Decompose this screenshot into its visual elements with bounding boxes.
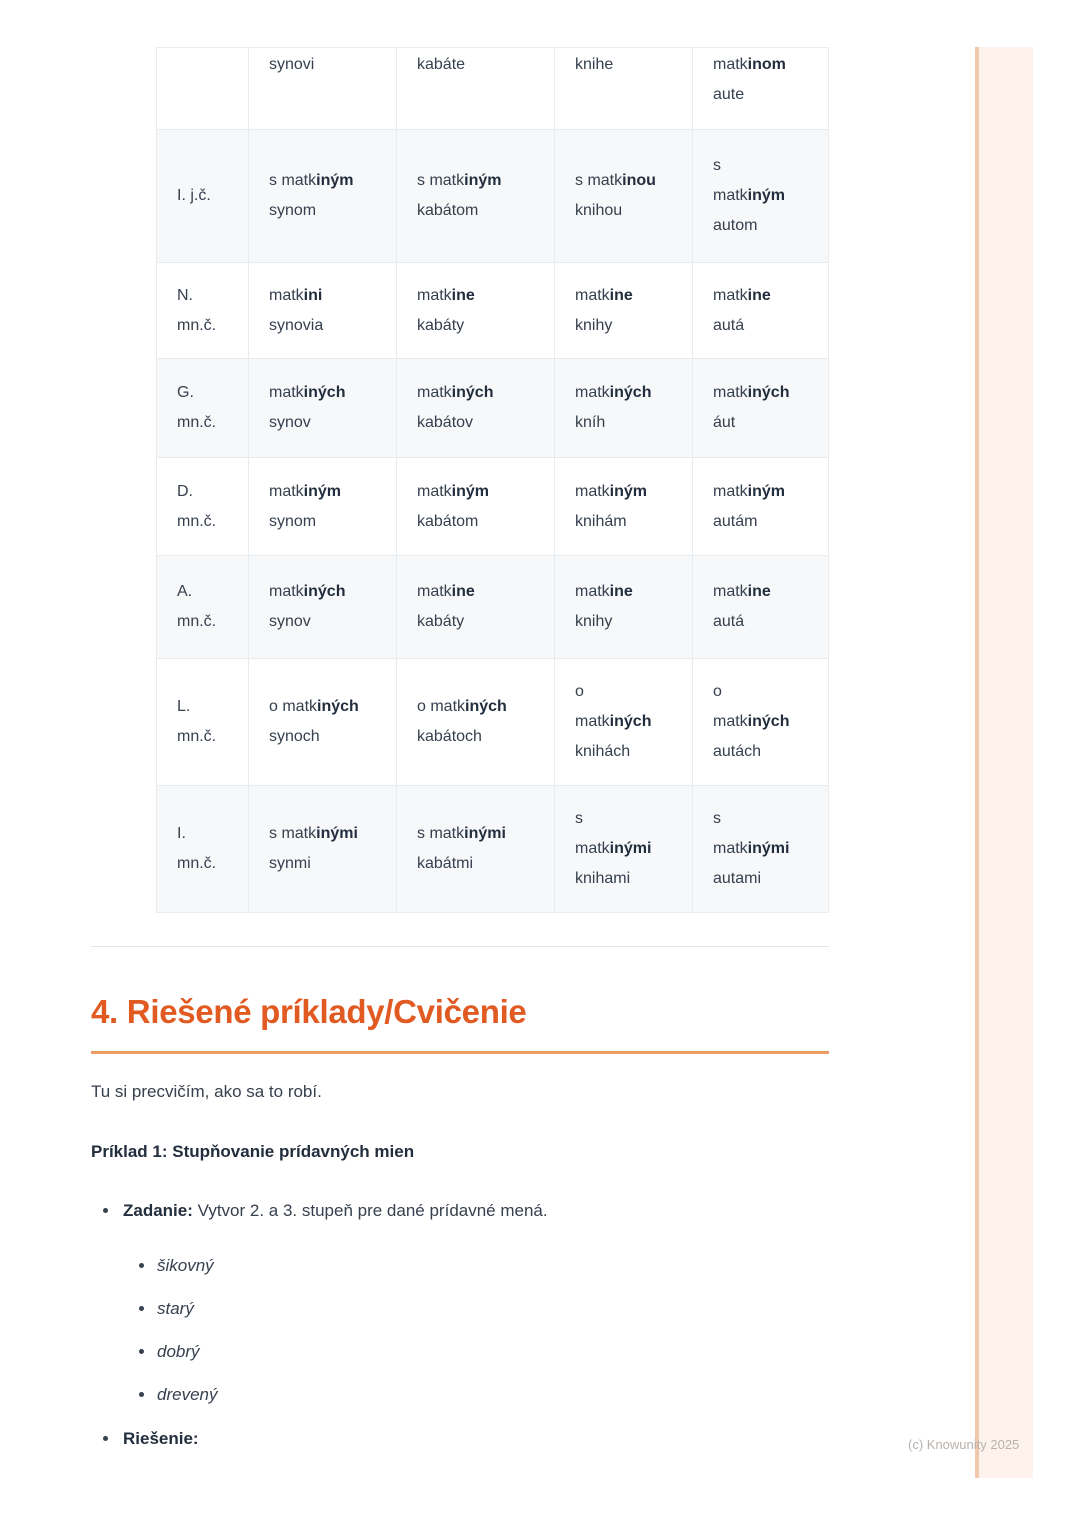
table-row <box>157 556 829 659</box>
declension-cell: matkiných synov <box>249 359 397 458</box>
page-content <box>91 47 829 1452</box>
solution-item <box>91 1426 829 1452</box>
declension-cell: s matkiným kabátom <box>397 130 555 263</box>
declension-cell: matkine kabáty <box>397 263 555 359</box>
declension-cell: s matkinými knihami <box>555 786 693 913</box>
case-label <box>157 48 249 130</box>
adjective-item: dobrý <box>123 1340 829 1364</box>
case-label: N. mn.č. <box>157 263 249 359</box>
table-row <box>157 659 829 786</box>
exercise-list <box>91 1198 829 1452</box>
declension-cell: matkini synovia <box>249 263 397 359</box>
adjective-item: starý <box>123 1297 829 1321</box>
task-text: Vytvor 2. a 3. stupeň pre dané prídavné mená. <box>192 1201 548 1220</box>
table-row <box>157 263 829 359</box>
declension-table-body <box>157 48 829 913</box>
declension-cell: matkine autá <box>693 556 829 659</box>
table-row <box>157 359 829 458</box>
example-title: Príklad 1: Stupňovanie prídavných mien <box>91 1142 415 1161</box>
declension-cell: matkine autá <box>693 263 829 359</box>
case-label: D. mn.č. <box>157 458 249 556</box>
page-margin-strip <box>975 47 1033 1478</box>
adjective-item: drevený <box>123 1383 829 1407</box>
table-row <box>157 48 829 130</box>
section-heading: 4. Riešené príklady/Cvičenie <box>91 991 829 1054</box>
case-label: A. mn.č. <box>157 556 249 659</box>
table-row <box>157 130 829 263</box>
declension-cell: matkiným kabátom <box>397 458 555 556</box>
declension-cell: matkiných áut <box>693 359 829 458</box>
declension-cell: o matkiných knihách <box>555 659 693 786</box>
declension-cell: s matkinými kabátmi <box>397 786 555 913</box>
declension-cell: o matkiných kabátoch <box>397 659 555 786</box>
declension-cell: s matkinou knihou <box>555 130 693 263</box>
declension-cell: matkiným synom <box>249 458 397 556</box>
table-row <box>157 458 829 556</box>
declension-cell: knihe <box>555 48 693 130</box>
table-row <box>157 786 829 913</box>
declension-cell: matkine knihy <box>555 556 693 659</box>
solution-label: Riešenie: <box>123 1429 199 1448</box>
declension-cell: matkine kabáty <box>397 556 555 659</box>
declension-cell: s matkiným synom <box>249 130 397 263</box>
declension-cell: s matkinými autami <box>693 786 829 913</box>
case-label: I. j.č. <box>157 130 249 263</box>
declension-cell: s matkiným autom <box>693 130 829 263</box>
section-divider <box>91 946 829 947</box>
section-intro: Tu si precvičím, ako sa to robí. <box>91 1082 322 1101</box>
declension-cell: matkiných synov <box>249 556 397 659</box>
declension-cell: synovi <box>249 48 397 130</box>
declension-table <box>156 47 829 913</box>
declension-cell: kabáte <box>397 48 555 130</box>
declension-cell: o matkiných autách <box>693 659 829 786</box>
adjective-list <box>123 1254 829 1407</box>
declension-cell: matkiných kníh <box>555 359 693 458</box>
declension-cell: matkinom aute <box>693 48 829 130</box>
task-label: Zadanie: <box>123 1201 193 1220</box>
declension-cell: matkine knihy <box>555 263 693 359</box>
case-label: G. mn.č. <box>157 359 249 458</box>
declension-cell: matkiným autám <box>693 458 829 556</box>
case-label: I. mn.č. <box>157 786 249 913</box>
declension-cell: matkiným knihám <box>555 458 693 556</box>
declension-cell: matkiných kabátov <box>397 359 555 458</box>
copyright-footer: (c) Knowunity 2025 <box>908 1437 1020 1452</box>
adjective-item: šikovný <box>123 1254 829 1278</box>
declension-cell: o matkiných synoch <box>249 659 397 786</box>
case-label: L. mn.č. <box>157 659 249 786</box>
task-item <box>91 1198 829 1407</box>
declension-cell: s matkinými synmi <box>249 786 397 913</box>
